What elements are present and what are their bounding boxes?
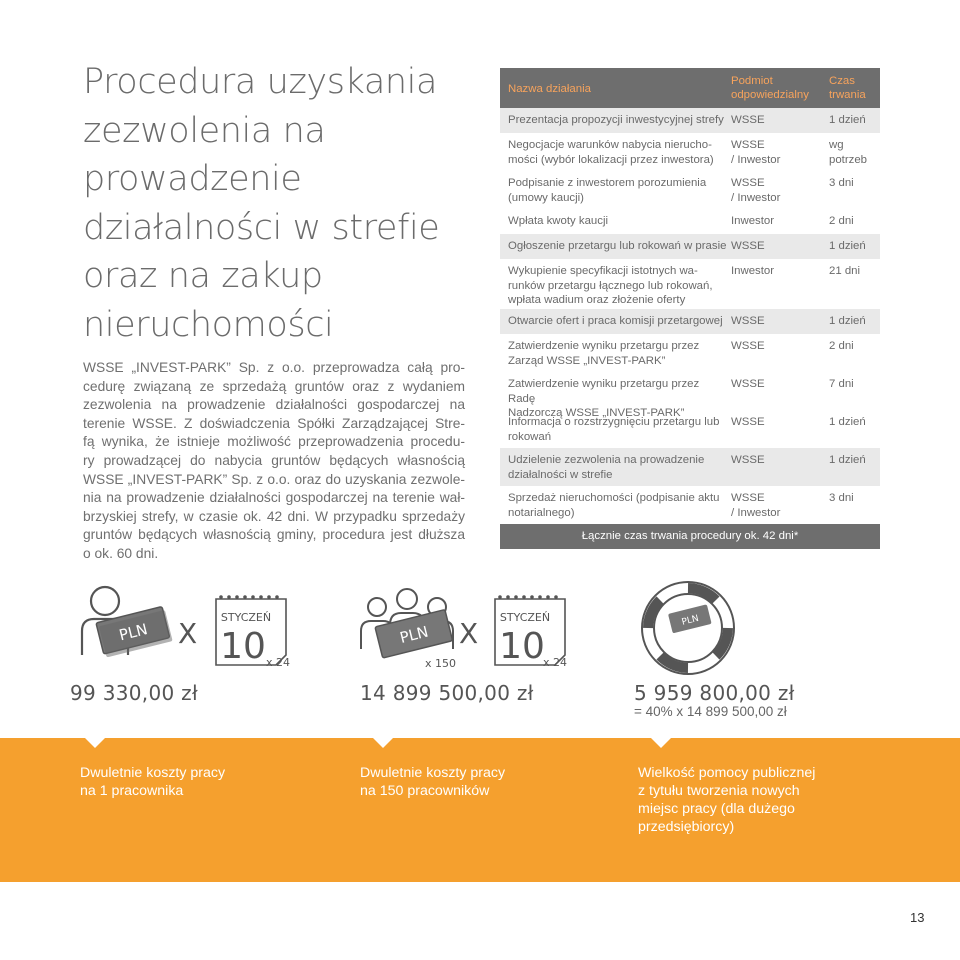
action-cell [508, 415, 728, 444]
amount-public-aid-formula: = 40% x 14 899 500,00 zł [634, 704, 787, 719]
subject-cell-line: / Inwestor [731, 153, 781, 166]
subject-cell-line: WSSE [731, 139, 765, 151]
time-cell [829, 176, 879, 191]
subject-cell-line: WSSE [731, 315, 765, 327]
time-cell-line: 2 dni [829, 340, 854, 352]
time-cell-line: wg [829, 139, 844, 151]
intro-line: WSSE „INVEST-PARK” Sp. z o.o. przeprowadza całą pro- [83, 360, 465, 375]
action-cell [508, 491, 728, 520]
subject-cell [731, 491, 826, 520]
time-cell [829, 453, 879, 468]
page-title [83, 58, 473, 349]
subject-cell [731, 239, 826, 254]
action-cell-line: Podpisanie z inwestorem porozumienia [508, 177, 707, 189]
table-row [500, 171, 880, 209]
time-cell [829, 239, 879, 254]
multiplier-label: x 24 [543, 656, 568, 669]
table-row [500, 259, 880, 309]
time-cell [829, 491, 879, 506]
subject-cell [731, 377, 826, 392]
multiplier-label: x 24 [266, 656, 291, 669]
action-cell [508, 339, 728, 368]
action-cell-line: Zatwierdzenie wyniku przetargu przez Radę [508, 378, 700, 405]
table-row [500, 108, 880, 133]
intro-line: terenie WSSE. Z doświadczenia Spółki Zarządzającej Stre- [83, 415, 465, 431]
caption-line: z tytułu tworzenia nowych [638, 783, 800, 799]
action-cell-line: działalności w strefie [508, 468, 613, 481]
table-row [500, 486, 880, 524]
action-cell-line: Zarząd WSSE „INVEST-PARK” [508, 354, 666, 367]
header-subject-line: odpowiedzialny [731, 89, 809, 101]
action-cell-line: notarialnego) [508, 506, 575, 519]
action-cell-line: Nadzorczą WSSE „INVEST-PARK” [508, 407, 685, 419]
action-cell-line: Wykupienie specyfikacji istotnych wa- [508, 265, 698, 277]
table-row [500, 448, 880, 486]
intro-line: nia na prowadzenie działalności gospodarczej na terenie wał- [83, 490, 465, 506]
table-header [500, 68, 880, 108]
action-cell-line: Ogłoszenie przetargu lub rokowań w prasie [508, 240, 727, 252]
action-cell-line: runków przetargu łącznego lub rokowań, [508, 279, 713, 292]
illustration-many-workers [355, 585, 585, 680]
action-cell-line: (umowy kaucji) [508, 191, 584, 204]
action-cell [508, 264, 728, 308]
action-cell-line: Wpłata kwoty kaucji [508, 215, 609, 227]
subject-cell-line: WSSE [731, 177, 765, 189]
subject-cell [731, 264, 826, 279]
action-cell-line: Informacja o rozstrzygnięciu przetargu lub [508, 416, 720, 428]
action-cell [508, 176, 728, 205]
subject-cell [731, 138, 826, 167]
subject-cell-line: Inwestor [731, 265, 775, 277]
pln-label: PLN [397, 622, 431, 647]
action-cell-line: mości (wybór lokalizacji przez inwestora) [508, 153, 714, 166]
time-cell-line: 1 dzień [829, 315, 866, 327]
subject-cell [731, 214, 826, 229]
time-cell [829, 214, 879, 229]
band-notch [84, 737, 106, 748]
table-row [500, 334, 880, 372]
header-subject-line: Podmiot [731, 75, 773, 87]
header-time-line: trwania [829, 89, 866, 101]
band-caption-many-workers [360, 764, 505, 800]
banknote-icon [668, 604, 712, 633]
time-cell-line: potrzeb [829, 153, 867, 166]
action-cell [508, 453, 728, 482]
caption-line: na 1 pracownika [80, 783, 184, 799]
banknote-icon [375, 610, 453, 658]
action-cell [508, 239, 728, 254]
table-row [500, 209, 880, 234]
action-cell-line: rokowań [508, 430, 552, 443]
subject-cell [731, 453, 826, 468]
calendar-month: STYCZEŃ [499, 611, 551, 624]
time-cell [829, 339, 879, 354]
action-cell-line: Otwarcie ofert i praca komisji przetargowej [508, 315, 723, 327]
time-cell-line: 3 dni [829, 177, 854, 189]
subject-cell-line: WSSE [731, 454, 765, 466]
calendar-day: 10 [220, 626, 266, 667]
intro-line: fą wynika, że istnieje możliwość przeprowadzenia procedu- [83, 434, 465, 450]
action-cell [508, 214, 728, 229]
title-line: nieruchomości [83, 304, 334, 345]
title-line: prowadzenie [83, 159, 302, 199]
total-text: Łącznie czas trwania procedury ok. 42 dni* [581, 530, 799, 542]
action-cell-line: Sprzedaż nieruchomości (podpisanie aktu [508, 492, 720, 504]
title-line: oraz na zakup [83, 256, 323, 296]
action-cell [508, 314, 728, 329]
subject-cell-line: WSSE [731, 378, 765, 390]
subject-cell-line: WSSE [731, 240, 765, 252]
table-row [500, 133, 880, 171]
intro-line: o ok. 60 dni. [83, 545, 159, 561]
subject-cell [731, 176, 826, 205]
caption-line: Wielkość pomocy publicznej [638, 765, 816, 781]
header-time [829, 74, 879, 102]
pln-label: PLN [117, 620, 150, 645]
subject-cell [731, 339, 826, 354]
action-cell-line: Udzielenie zezwolenia na prowadzenie [508, 454, 705, 466]
time-cell-line: 7 dni [829, 378, 854, 390]
lifebuoy-icon [634, 580, 744, 680]
page-number: 13 [910, 910, 925, 925]
subject-cell [731, 415, 826, 430]
time-cell-line: 1 dzień [829, 454, 866, 466]
time-cell-line: 3 dni [829, 492, 854, 504]
header-time-line: Czas [829, 75, 855, 87]
time-cell [829, 415, 879, 430]
action-cell-line: Prezentacja propozycji inwestycyjnej strefy [508, 114, 724, 126]
subject-cell-line: WSSE [731, 416, 765, 428]
time-cell-line: 2 dni [829, 215, 854, 227]
table-row [500, 309, 880, 334]
summary-band [0, 738, 960, 882]
intro-line: WSSE „INVEST-PARK” Sp. z o.o. oraz do uzyskania zezwole- [83, 471, 465, 487]
amount-public-aid: 5 959 800,00 zł [634, 681, 795, 705]
amount-one-worker: 99 330,00 zł [70, 681, 198, 705]
header-action: Nazwa działania [508, 83, 591, 95]
time-cell [829, 113, 879, 128]
header-subject [731, 74, 826, 102]
band-caption-public-aid [638, 764, 815, 836]
subject-cell-line: / Inwestor [731, 506, 781, 519]
band-notch [372, 737, 394, 748]
caption-line: na 150 pracowników [360, 783, 490, 799]
caption-line: przedsiębiorcy) [638, 819, 735, 835]
caption-line: miejsc pracy (dla dużego [638, 801, 795, 817]
subject-cell-line: WSSE [731, 340, 765, 352]
action-cell-line: wpłata wadium oraz złożenie oferty [508, 294, 686, 306]
action-cell-line: Zatwierdzenie wyniku przetargu przez [508, 340, 700, 352]
time-cell-line: 1 dzień [829, 240, 866, 252]
subject-cell [731, 314, 826, 329]
table-row [500, 372, 880, 419]
band-notch [650, 737, 672, 748]
calendar-icon [216, 595, 290, 669]
title-line: Procedura uzyskania [83, 62, 438, 102]
title-line: działalności w strefie [83, 207, 440, 248]
times-sign: X [178, 617, 198, 650]
caption-line: Dwuletnie koszty pracy [80, 765, 226, 781]
subject-cell-line: Inwestor [731, 215, 775, 227]
action-cell [508, 113, 728, 128]
time-cell [829, 314, 879, 329]
time-cell [829, 138, 879, 167]
action-cell-line: Negocjacje warunków nabycia nierucho- [508, 139, 712, 151]
time-cell-line: 1 dzień [829, 416, 866, 428]
table-total-row [500, 524, 880, 549]
intro-paragraph [83, 359, 465, 564]
procedure-table [500, 68, 880, 549]
intro-line: zezwolenia na prowadzenie działalności gospodarczej na [83, 397, 465, 413]
calendar-month: STYCZEŃ [220, 611, 272, 624]
calendar-day: 10 [499, 626, 545, 667]
intro-line: cedurę związaną ze sprzedażą gruntów oraz z wydaniem [83, 378, 465, 394]
calendar-icon [495, 595, 567, 669]
subject-cell-line: WSSE [731, 492, 765, 504]
time-cell-line: 1 dzień [829, 114, 866, 126]
amount-many-workers: 14 899 500,00 zł [360, 681, 534, 705]
pln-label: PLN [680, 613, 700, 628]
intro-line: gruntów będących własnością gminy, procedura jest dłuższa [83, 527, 465, 543]
times-sign: X [459, 617, 479, 650]
subject-cell [731, 113, 826, 128]
illustration-one-worker [68, 585, 298, 680]
subject-cell-line: WSSE [731, 114, 765, 126]
action-cell [508, 138, 728, 167]
band-caption-one-worker [80, 764, 225, 800]
subject-cell-line: / Inwestor [731, 191, 781, 204]
multiplier-label: x 150 [425, 657, 457, 670]
table-row [500, 410, 880, 448]
title-line: zezwolenia na [83, 110, 326, 151]
table-body [500, 108, 880, 524]
time-cell [829, 264, 879, 279]
caption-line: Dwuletnie koszty pracy [360, 765, 506, 781]
intro-line: brzyskiej strefy, w czasie ok. 42 dni. W przypadku sprzedaży [83, 508, 465, 524]
time-cell [829, 377, 879, 392]
time-cell-line: 21 dni [829, 265, 861, 277]
intro-line: ry prowadzącej do nabycia gruntów będących własnością [83, 452, 465, 468]
table-row [500, 234, 880, 259]
